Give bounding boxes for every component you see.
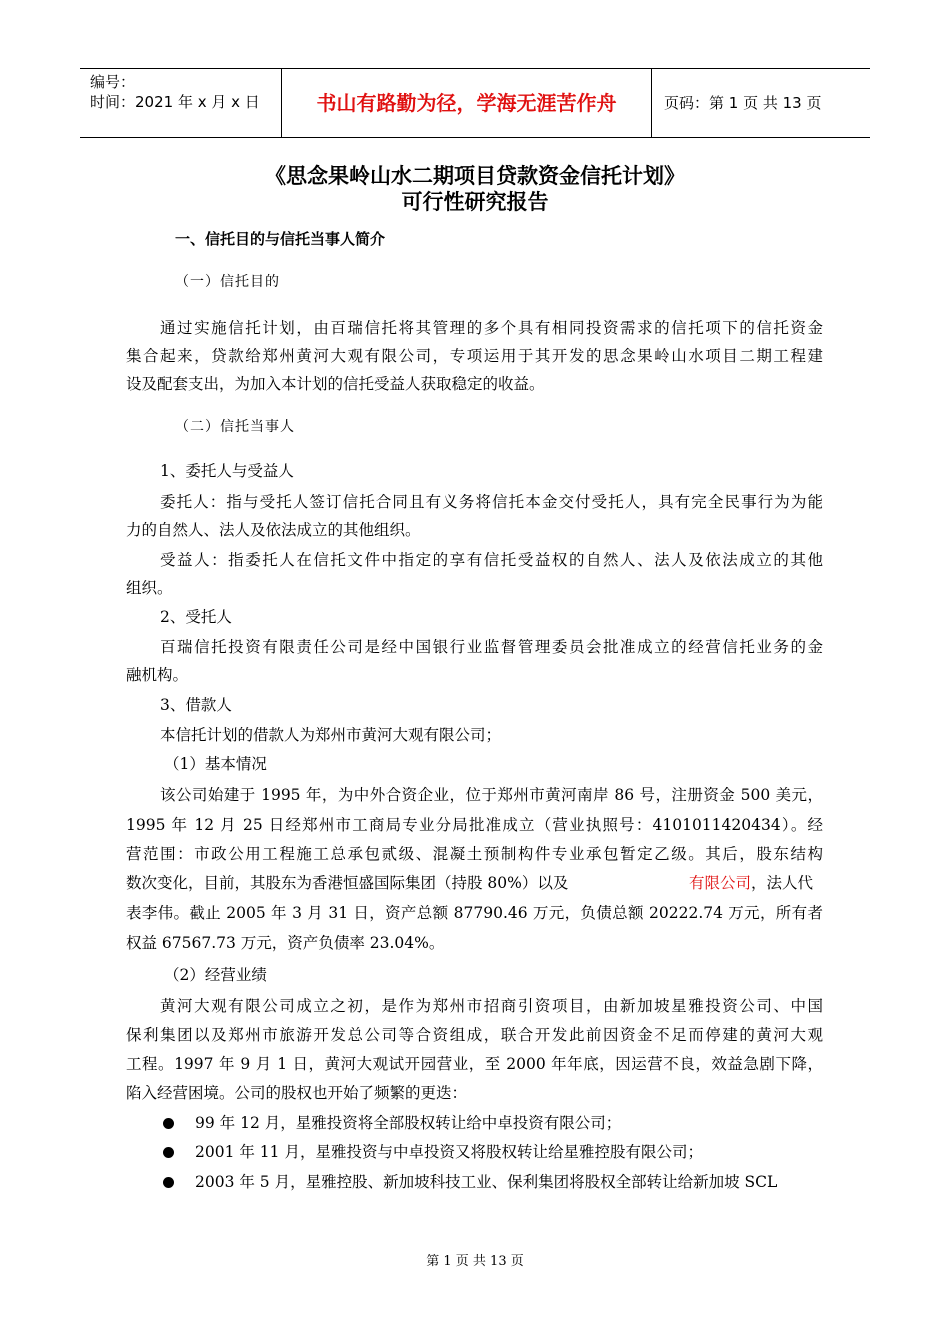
paragraph-line: 保利集团以及郑州市旅游开发总公司等合资组成，联合开发此前因资金不足而停建的黄河大观 <box>126 1026 823 1044</box>
document-subtitle: 可行性研究报告 <box>401 190 549 214</box>
list-item: 99 年 12 月，星雅投资将全部股权转让给中卓投资有限公司； <box>195 1114 622 1132</box>
paragraph-line: 工程。1997 年 9 月 1 日，黄河大观试开园营业，至 2000 年年底，因运营不良，效益急剧下降， <box>126 1055 823 1073</box>
paragraph-line: 黄河大观有限公司成立之初，是作为郑州市招商引资项目，由新加坡星雅投资公司、中国 <box>160 997 823 1015</box>
item-heading: 2、受托人 <box>160 608 232 626</box>
header-page-info: 页码：第 1 页 共 13 页 <box>664 94 822 112</box>
paragraph-line: 本信托计划的借款人为郑州市黄河大观有限公司； <box>160 726 502 744</box>
paragraph-line <box>126 873 568 893</box>
page-header <box>80 68 870 138</box>
paragraph-line: 权益 67567.73 万元，资产负债率 23.04%。 <box>126 934 445 952</box>
paragraph-line: 受益人：指委托人在信托文件中指定的享有信托受益权的自然人、法人及依法成立的其他 <box>160 551 823 569</box>
subsection-heading: （一）信托目的 <box>175 274 280 290</box>
document-date-label: 时间：2021 年 x 月 x 日 <box>90 93 260 111</box>
section-heading: 一、信托目的与信托当事人简介 <box>175 230 386 248</box>
document-number-label: 编号： <box>90 73 136 91</box>
item-heading: （2）经营业绩 <box>164 966 267 984</box>
page-footer: 第 1 页 共 13 页 <box>426 1254 524 1269</box>
bullet-icon <box>163 1118 174 1129</box>
paragraph-line: 融机构。 <box>126 666 189 684</box>
item-heading: 3、借款人 <box>160 696 232 714</box>
header-motto: 书山有路勤为径，学海无涯苦作舟 <box>282 69 652 137</box>
list-item: 2003 年 5 月，星雅控股、新加坡科技工业、保利集团将股权全部转让给新加坡 SCL <box>195 1173 778 1191</box>
bullet-icon <box>163 1147 174 1158</box>
paragraph-line: 该公司始建于 1995 年，为中外合资企业，位于郑州市黄河南岸 86 号，注册资金 500 美元， <box>160 786 823 804</box>
paragraph-line: 设及配套支出，为加入本计划的信托受益人获取稳定的收益。 <box>126 375 545 393</box>
document-title: 《思念果岭山水二期项目贷款资金信托计划》 <box>265 164 685 188</box>
legal-rep-text: ，法人代 <box>751 874 814 892</box>
paragraph-line: 力的自然人、法人及依法成立的其他组织。 <box>126 521 421 539</box>
paragraph-line <box>689 873 813 893</box>
bullet-icon <box>163 1177 174 1188</box>
paragraph-line: 集合起来，贷款给郑州黄河大观有限公司，专项运用于其开发的思念果岭山水项目二期工程建 <box>126 347 823 365</box>
highlighted-company-text: 有限公司 <box>689 874 752 892</box>
paragraph-line: 通过实施信托计划，由百瑞信托将其管理的多个具有相同投资需求的信托项下的信托资金 <box>160 319 823 337</box>
subsection-heading: （二）信托当事人 <box>175 419 295 435</box>
item-heading: （1）基本情况 <box>164 755 267 773</box>
paragraph-line: 陷入经营困境。公司的股权也开始了频繁的更迭： <box>126 1084 468 1102</box>
list-item: 2001 年 11 月，星雅投资与中卓投资又将股权转让给星雅控股有限公司； <box>195 1143 703 1161</box>
item-heading: 1、委托人与受益人 <box>160 462 294 480</box>
paragraph-line: 委托人：指与受托人签订信托合同且有义务将信托本金交付受托人，具有完全民事行为为能 <box>160 493 823 511</box>
paragraph-line: 营范围：市政公用工程施工总承包贰级、混凝土预制构件专业承包暂定乙级。其后，股东结构 <box>126 845 823 863</box>
paragraph-line: 组织。 <box>126 579 173 597</box>
paragraph-line: 百瑞信托投资有限责任公司是经中国银行业监督管理委员会批准成立的经营信托业务的金 <box>160 638 823 656</box>
header-meta <box>80 69 282 137</box>
shareholder-text: 数次变化，目前，其股东为香港恒盛国际集团（持股 80%）以及 <box>126 874 569 892</box>
paragraph-line: 1995 年 12 月 25 日经郑州市工商局专业分局批准成立（营业执照号：4101011420434）。经 <box>126 816 823 834</box>
paragraph-line: 表李伟。截止 2005 年 3 月 31 日，资产总额 87790.46 万元，负债总额 20222.74 万元，所有者 <box>126 904 823 922</box>
